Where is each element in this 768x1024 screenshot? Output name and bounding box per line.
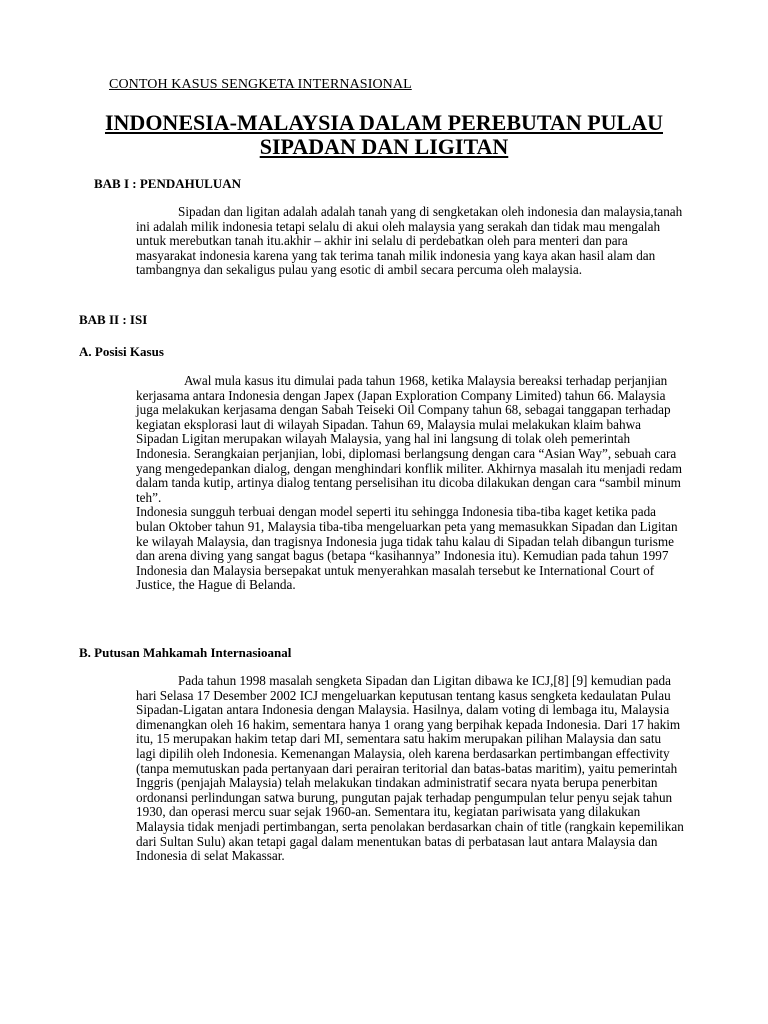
section-a-heading: A. Posisi Kasus bbox=[79, 344, 164, 359]
bab1-heading: BAB I : PENDAHULUAN bbox=[94, 176, 241, 191]
bab1-paragraph bbox=[136, 205, 684, 278]
section-a-body bbox=[136, 374, 684, 593]
section-a-paragraph-2: Indonesia sungguh terbuai dengan model seperti itu sehingga Indonesia tiba-tiba kaget ketika pada bulan Oktober tahun 91, Malaysia tiba-tiba mengeluarkan peta yang memasukkan Sipadan dan Ligitan ke wilayah Malaysia, dan tragisnya Indonesia juga tidak tahu kalau di Sipadan telah dibangun turisme dan arena diving yang sangat bagus (betapa “kasihannya” Indonesia itu). Kemudian pada tahun 1997 Indonesia dan Malaysia bersepakat untuk menyerahkan masalah tersebut ke International Court of Justice, the Hague di Belanda. bbox=[136, 504, 678, 593]
section-a-paragraph-1: Awal mula kasus itu dimulai pada tahun 1968, ketika Malaysia bereaksi terhadap perjanjian kerjasama antara Indonesia dengan Japex (Japan Exploration Company Limited) tahun 66. Malaysia juga melakukan kerjasama dengan Sabah Teiseki Oil Company tahun 68, sebagai tanggapan terhadap kegiatan eksplorasi laut di wilayah Sipadan. Tahun 69, Malaysia mulai melakukan klaim bahwa Sipadan Ligitan merupakan wilayah Malaysia, yang hal ini langsung di tolak oleh pemerintah Indonesia. Serangkaian perjanjian, lobi, diplomasi berlangsung dengan cara “Asian Way”, sebuah cara yang mengedepankan dialog, dengan menghindari konflik militer. Akhirnya masalah itu menjadi redam dalam tanda kutip, artinya dialog tentang perselisihan itu dicoba dilakukan dengan cara “sambil minum teh”. bbox=[136, 373, 683, 505]
document-kicker: CONTOH KASUS SENGKETA INTERNASIONAL bbox=[109, 77, 412, 92]
bab2-heading: BAB II : ISI bbox=[79, 312, 148, 327]
section-b-heading: B. Putusan Mahkamah Internasioanal bbox=[79, 645, 292, 660]
document-title: INDONESIA-MALAYSIA DALAM PEREBUTAN PULAU SIPADAN DAN LIGITAN bbox=[104, 110, 663, 159]
bab1-paragraph-text: Sipadan dan ligitan adalah adalah tanah yang di sengketakan oleh indonesia dan malaysia,tanah ini adalah milik indonesia tetapi selalu di akui oleh malaysia yang serakah dan tidak mau mengalah untuk merebutkan tanah itu.akhir – akhir ini selalu di perdebatkan oleh para menteri dan para masyarakat indonesia karena yang tak terima tanah milik indonesia yang kaya akan hasil alam dan tambangnya dan sekaligus pulau yang esotic di ambil secara percuma oleh malaysia. bbox=[136, 204, 683, 278]
section-b-paragraph: Pada tahun 1998 masalah sengketa Sipadan dan Ligitan dibawa ke ICJ,[8] [9] kemudian pada hari Selasa 17 Desember 2002 ICJ mengeluarkan keputusan tentang kasus sengketa kedaulatan Pulau Sipadan-Ligatan antara Indonesia dengan Malaysia. Hasilnya, dalam voting di lembaga itu, Malaysia dimenangkan oleh 16 hakim, sementara hanya 1 orang yang berpihak kepada Indonesia. Dari 17 hakim itu, 15 merupakan hakim tetap dari MI, sementara satu hakim merupakan pilihan Malaysia dan satu lagi dipilih oleh Indonesia. Kemenangan Malaysia, oleh karena berdasarkan pertimbangan effectivity (tanpa memutuskan pada pertanyaan dari perairan teritorial dan batas-batas maritim), yaitu pemerintah Inggris (penjajah Malaysia) telah melakukan tindakan administratif secara nyata berupa penerbitan ordonansi perlindungan satwa burung, pungutan pajak terhadap pengumpulan telur penyu sejak tahun 1930, dan operasi mercu suar sejak 1960-an. Sementara itu, kegiatan pariwisata yang dilakukan Malaysia tidak menjadi pertimbangan, serta penolakan berdasarkan chain of title (rangkain kepemilikan dari Sultan Sulu) akan tetapi gagal dalam menentukan batas di perbatasan laut antara Malaysia dan Indonesia di selat Makassar. bbox=[136, 673, 684, 864]
section-b-body bbox=[136, 674, 684, 864]
